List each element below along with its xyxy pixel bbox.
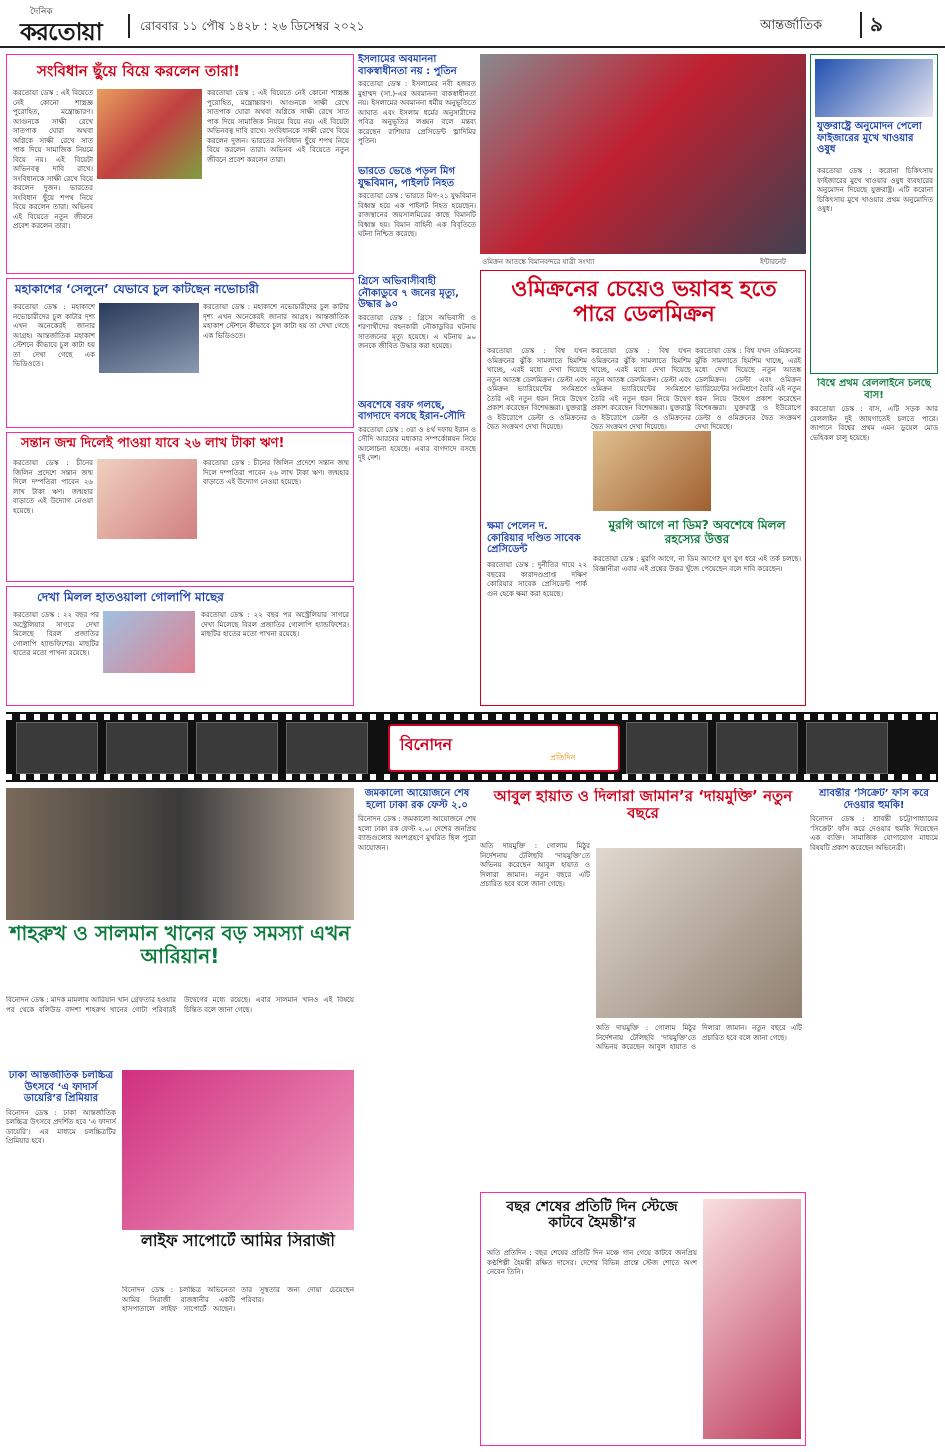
article-body: অতি প্রতিদিন : বছর শেষের প্রতিটি দিন মঞ্চে গান গেয়ে কাটবে জনপ্রিয় কণ্ঠশিল্পী হৈমন্তী রক্ষিত দাসের। দেশের বিভিন্ন প্রান্তে স্টেজ শোতে অংশ নেবেন তিনি। <box>487 1249 697 1276</box>
article-body: করতোয়া ডেস্ক : ৩রা ও ৪র্থ দফায় ইরান ও সৌদি আরবের মধ্যকার সম্পর্কোন্নয়ন নিয়ে আলোচনা হয়েছে। এবার বাগদাদে বসছে দুই দেশ। <box>358 425 476 462</box>
entertainment-banner <box>6 712 938 782</box>
article-headline: লাইফ সাপোর্টে আমির সিরাজী <box>141 1232 335 1250</box>
article-headline: অবশেষে বরফ গলছে, বাগদাদে বসছে ইরান-সৌদি <box>358 399 466 422</box>
page-number: ৯ <box>870 12 883 36</box>
article-body-cont: করতোয়া ডেস্ক : এই বিয়েতে নেই কোনো শাস্ত্রজ্ঞ পুরোহিত, মন্ত্রোচ্চারণ। আগুনকে সাক্ষী রেখে সাতপাক ঘোরা অথবা অগ্নিকে সাক্ষী রেখে সাত পাক দিয়ে সামাজিক নিয়মে বিয়ে নয়। এই বিয়েটা অভিনবত্ব দাবি রাখে। সংবিধানকে সাক্ষী রেখে বিয়ে করলেন দুজন। ভারতের সংবিধান ছুঁয়ে শপথ নিয়ে বিয়ে করলেন তারা। অভিনব এই বিয়েতে নতুন জীবনে প্রবেশ করলেন তারা। <box>207 89 349 164</box>
fish-photo <box>103 611 195 673</box>
article-body: বিনোদন ডেস্ক : মাদক মামলায় আরিয়ান খান গ্রেফতার হওয়ার পর থেকে বলিউড বাদশা শাহরুখ খানের গোটা পরিবারই উদ্বেগের মধ্যে রয়েছে। এবার সালমান খানও এই বিষয়ে চিন্তিত বলে জানা গেছে। <box>6 996 354 1014</box>
article-body-cont: করতোয়া ডেস্ক : চীনের জিলিন প্রদেশে সন্তান জন্ম দিলে দম্পতিরা পাবেন ২৬ লাখ টাকা ঋণ। জন্মহার বাড়াতে এই উদ্যোগ নেওয়া হয়েছে। <box>203 459 349 486</box>
article-headline: বিশ্বে প্রথম রেললাইনে চলছে বাস! <box>817 378 931 401</box>
article-body-cont: করতোয়া ডেস্ক : মহাকাশে নভোচারীদের চুল কাটার দৃশ্য এখন অনেকেরই জানার আগ্রহ। আন্তর্জাতিক মহাকাশ স্টেশনে কীভাবে চুল কাটা হয় তা দেখা গেছে এক ভিডিওতে। <box>203 303 349 340</box>
pfizer-pill-photo <box>815 59 933 117</box>
film-frame <box>196 722 278 774</box>
space-station-photo <box>99 303 199 373</box>
article-body: করতোয়া ডেস্ক : বাস, এটি সড়ক আর রেললাইন দুই জায়গাতেই চলতে পারে। জাপানে বিশ্বের প্রথম এমন ডুয়েল মোড ভেহিকল চালু হয়েছে। <box>810 405 938 442</box>
article-rock-fest <box>358 788 476 1446</box>
article-body: করতোয়া ডেস্ক : ইসলামের নবী হজরত মুহাম্মদ (সা.)-এর অবমাননা বাকস্বাধীনতা নয়। ইসলামের অবমাননা ধর্মীয় অনুভূতিতে আঘাত এবং ইসলাম ধর্মের অনুসারীদের পবিত্র অনুভূতির লঙ্ঘন বলে মন্তব্য করেছেন রাশিয়ার প্রেসিডেন্ট ভ্লাদিমির পুতিন। <box>358 80 476 145</box>
article-headline: মহাকাশের ‘সেলুনে’ যেভাবে চুল কাটছেন নভোচারী <box>15 282 259 296</box>
photo-credit: ইন্টারনেট <box>760 258 786 266</box>
film-frame <box>716 722 798 774</box>
srk-headline-box <box>6 922 354 992</box>
banner-sub: প্রতিদিন <box>550 753 576 762</box>
article-rail-bus <box>810 378 938 706</box>
article-headline: মুরগি আগে না ডিম? অবশেষে মিলল রহস্যের উত্তর <box>608 518 786 546</box>
article-astronaut <box>6 278 354 428</box>
article-headline: ইসলামের অবমাননা বাকস্বাধীনতা নয় : পুতিন <box>358 54 457 77</box>
paper-logo: করতোয়া <box>20 18 102 46</box>
article-hoimonti <box>480 1192 806 1446</box>
article-body: বিনোদন ডেস্ক : শ্রাবন্তী চট্টোপাধ্যায়ের ‘সিক্রেট’ ফাঁস করে দেওয়ার হুমকি দিয়েছেন এক ব্যক্তি। সামাজিক যোগাযোগ মাধ্যমে বিষয়টি প্রকাশ করেছেন অভিনেত্রী। <box>810 815 938 852</box>
article-omicron <box>480 270 806 706</box>
article-headline: যুক্তরাষ্ট্রে অনুমোদন পেলো ফাইজারের মুখে খাওয়ার ওষুধ <box>817 121 922 155</box>
airport-photo <box>480 54 806 254</box>
masthead <box>0 0 945 48</box>
section-name: আন্তর্জাতিক <box>760 18 823 33</box>
article-headline: দেখা মিলল হাতওয়ালা গোলাপি মাছের <box>37 590 224 604</box>
paper-kicker: দৈনিক <box>30 7 53 17</box>
article-body: করতোয়া ডেস্ক : করোনা চিকিৎসায় ফাইজারের মুখে খাওয়ার ওষুধ ব্যবহারের অনুমোদন দিয়েছে যুক্তরাষ্ট্র। এটি করোনা চিকিৎসায় মুখে খাওয়ার প্রথম অনুমোদিত ওষুধ। <box>817 167 933 213</box>
srk-salman-photo <box>6 788 354 920</box>
banner-title: বিনোদন <box>400 735 453 754</box>
amir-siraji-photo <box>122 1070 354 1230</box>
wedding-photo <box>97 89 202 179</box>
children-photo <box>97 459 197 539</box>
article-body: করতোয়া ডেস্ক : দুর্নীতির দায়ে ২২ বছরের কারাদণ্ডপ্রাপ্ত দক্ষিণ কোরিয়ার সাবেক প্রেসিডেন্ট পার্ক গুন হেকে ক্ষমা করা হয়েছে। <box>487 561 587 598</box>
article-body: করতোয়া ডেস্ক : এই বিয়েতে নেই কোনো শাস্ত্রজ্ঞ পুরোহিত, মন্ত্রোচ্চারণ। আগুনকে সাক্ষী রেখে সাতপাক ঘোরা অথবা অগ্নিকে সাক্ষী রেখে সাত পাক দিয়ে সামাজিক নিয়মে বিয়ে নয়। এই বিয়েটা অভিনবত্ব দাবি রাখে। সংবিধানকে সাক্ষী রেখে বিয়ে করলেন দুজন। ভারতের সংবিধান ছুঁয়ে শপথ নিয়ে বিয়ে করলেন তারা। অভিনব এই বিয়েতে নতুন জীবনে প্রবেশ করলেন তারা। <box>13 89 93 230</box>
article-pfizer <box>810 54 938 374</box>
article-body: বিনোদন ডেস্ক : চলচ্চিত্র অভিনেতা আমির সিরাজী রাজধানীর একটি হাসপাতালে লাইফ সাপোর্টে আছেন। তার সুস্থতার জন্য দোয়া চেয়েছেন পরিবার। <box>122 1286 354 1313</box>
article-body: করতোয়া ডেস্ক : গ্রিসে অভিবাসী ও শরণার্থীদের বহনকারী নৌকাডুবির ঘটনায় সাতজনের মৃত্যু হয়েছে। এ ঘটনায় ৯০ জনকে জীবিত উদ্ধার করা হয়েছে। <box>358 313 476 350</box>
amir-headline-box <box>122 1232 354 1282</box>
banner-title-box <box>388 724 620 772</box>
film-frame <box>16 722 98 774</box>
article-headline: ওমিক্রনের চেয়েও ভয়াবহ হতে পারে ডেলমিক্রন <box>511 277 777 328</box>
article-body: অতি দায়মুক্তি : গোলাম মিঠুর নির্দেশনায় টেলিছবি ‘দায়মুক্তি’তে অভিনয় করেছেন আবুল হায়াত ও দিলারা জামান। নতুন বছরে এটি প্রচারিত হবে বলে জানা গেছে। <box>480 842 590 888</box>
article-headline: শাহরুখ ও সালমান খানের বড় সমস্যা এখন আরিয়ান! <box>9 922 351 968</box>
article-body-cont: করতোয়া ডেস্ক : বিশ্ব যখন ওমিক্রনের ঝুঁকি সামলাতে হিমশিম খাচ্ছে, এরই মধ্যে দেখা দিয়েছে নতুন আতঙ্ক ডেলমিক্রন। ডেল্টা এবং ওমিক্রন ভ্যারিয়েন্টের সংমিশ্রণে তৈরি এই নতুন ধরন নিয়ে উদ্বেগ প্রকাশ করেছেন বিশেষজ্ঞরা। যুক্তরাষ্ট্র ও ইউরোপে ডেল্টা ও ওমিক্রনের দ্বৈত সংক্রমণ দেখা দিয়েছে। <box>591 347 692 431</box>
film-holes <box>6 714 938 720</box>
article-headline: শ্রাবন্তীর ‘সিক্রেট’ ফাঁস করে দেওয়ার হুমকি! <box>819 788 929 811</box>
article-baby-loan <box>6 432 354 582</box>
article-body: বিনোদন ডেস্ক : জমকালো আয়োজনে শেষ হলো ঢাকা রক ফেস্ট ২.০। দেশের জনপ্রিয় ব্যান্ডগুলোর অংশগ্রহণে মুখরিত ছিল পুরো আয়োজন। <box>358 815 476 852</box>
article-body-cont: করতোয়া ডেস্ক : ২২ বছর পর অস্ট্রেলিয়ার সাগরে দেখা মিলেছে বিরল প্রজাতির গোলাপি হ্যান্ডফিশের। মাছটির হাতের মতো পাখনা রয়েছে। <box>201 611 349 638</box>
article-wedding <box>6 54 354 274</box>
article-body-cont: করতোয়া ডেস্ক : বিশ্ব যখন ওমিক্রনের ঝুঁকি সামলাতে হিমশিম খাচ্ছে, এরই মধ্যে দেখা দিয়েছে নতুন আতঙ্ক ডেলমিক্রন। ডেল্টা এবং ওমিক্রন ভ্যারিয়েন্টের সংমিশ্রণে তৈরি এই নতুন ধরন নিয়ে উদ্বেগ প্রকাশ করেছেন বিশেষজ্ঞরা। যুক্তরাষ্ট্র ও ইউরোপে ডেল্টা ও ওমিক্রনের দ্বৈত সংক্রমণ দেখা দিয়েছে। <box>695 347 801 431</box>
article-body: করতোয়া ডেস্ক : চীনের জিলিন প্রদেশে সন্তান জন্ম দিলে দম্পতিরা পাবেন ২৬ লাখ টাকা ঋণ। জন্মহার বাড়াতে এই উদ্যোগ নেওয়া হয়েছে। <box>13 459 93 515</box>
article-dayamukti <box>480 788 806 1188</box>
article-headline: আবুল হায়াত ও দিলারা জামান’র ‘দায়মুক্তি’ নতুন বছরে <box>493 788 793 823</box>
article-body: করতোয়া ডেস্ক : ভারতে মিগ-২১ যুদ্ধবিমান বিধ্বস্ত হয়ে এক পাইলট নিহত হয়েছেন। রাজস্থানের জয়সালমিরের কাছে বিমানটি বিধ্বস্ত হয়। বিমান বাহিনী এক বিবৃতিতে ঘটনা নিশ্চিত করেছে। <box>358 192 476 238</box>
article-fathers-diary <box>6 1070 116 1446</box>
article-headline: জমকালো আয়োজনে শেষ হলো ঢাকা রক ফেস্ট ২.০ <box>364 788 470 811</box>
article-body: করতোয়া ডেস্ক : বিশ্ব যখন ওমিক্রনের ঝুঁকি সামলাতে হিমশিম খাচ্ছে, এরই মধ্যে দেখা দিয়েছে নতুন আতঙ্ক ডেলমিক্রন। ডেল্টা এবং ওমিক্রন ভ্যারিয়েন্টের সংমিশ্রণে তৈরি এই নতুন ধরন নিয়ে উদ্বেগ প্রকাশ করেছেন বিশেষজ্ঞরা। যুক্তরাষ্ট্র ও ইউরোপে ডেল্টা ও ওমিক্রনের দ্বৈত সংক্রমণ দেখা দিয়েছে। <box>487 347 588 431</box>
article-headline: সংবিধান ছুঁয়ে বিয়ে করলেন তারা! <box>37 62 241 80</box>
film-frame <box>286 722 368 774</box>
article-headline: বছর শেষের প্রতিটি দিন স্টেজে কাটবে হৈমন্তী’র <box>506 1199 678 1232</box>
photo-caption: ওমিক্রন আতঙ্কে বিমানবন্দরে যাত্রী সংখ্যা <box>482 258 595 266</box>
film-frame <box>626 722 708 774</box>
article-headline: ভারতে ভেঙে পড়ল মিগ যুদ্ধবিমান, পাইলট নিহত <box>358 166 456 189</box>
divider <box>128 14 130 38</box>
dateline: রোববার ১১ পৌষ ১৪২৮ : ২৬ ডিসেম্বর ২০২১ <box>140 19 365 33</box>
article-fish <box>6 586 354 706</box>
article-body: বিনোদন ডেস্ক : ঢাকা আন্তর্জাতিক চলচ্চিত্র উৎসবে প্রদর্শিত হবে ‘এ ফাদার্স ডায়েরি’। এর মাধ্যমে চলচ্চিত্রটির প্রিমিয়ার হবে। <box>6 1108 116 1145</box>
film-holes <box>6 774 938 780</box>
article-headline: গ্রিসে অভিবাসীবাহী নৌকাডুবে ৭ জনের মৃত্যু, উদ্ধার ৯০ <box>358 276 459 310</box>
article-headline: ক্ষমা পেলেন দ. কোরিয়ার দণ্ডিত সাবেক প্রেসিডেন্ট <box>487 521 581 555</box>
film-frame <box>106 722 188 774</box>
abul-dilara-photo <box>596 848 802 1018</box>
article-body: করতোয়া ডেস্ক : ২২ বছর পর অস্ট্রেলিয়ার সাগরে দেখা মিলেছে বিরল প্রজাতির গোলাপি হ্যান্ডফিশের। মাছটির হাতের মতো পাখনা রয়েছে। <box>13 611 99 657</box>
hen-eggs-photo <box>593 431 711 511</box>
middle-column <box>358 54 476 706</box>
article-srabanti <box>810 788 938 1446</box>
article-body: করতোয়া ডেস্ক : মুরগি আগে, না ডিম আগে? যুগ যুগ ধরে এই তর্ক চলছে। বিজ্ঞানীরা এবার এই প্রশ্নের উত্তর খুঁজে পেয়েছেন বলে দাবি করেছেন। <box>593 555 801 573</box>
hoimonti-photo <box>703 1199 801 1439</box>
film-frame <box>806 722 888 774</box>
article-headline: ঢাকা আন্তর্জাতিক চলচ্চিত্র উৎসবে ‘এ ফাদার্স ডায়েরি’র প্রিমিয়ার <box>8 1070 114 1104</box>
divider <box>860 12 862 38</box>
article-body: করতোয়া ডেস্ক : মহাকাশে নভোচারীদের চুল কাটার দৃশ্য এখন অনেকেরই জানার আগ্রহ। আন্তর্জাতিক মহাকাশ স্টেশনে কীভাবে চুল কাটা হয় তা দেখা গেছে এক ভিডিওতে। <box>13 303 95 368</box>
article-headline: সন্তান জন্ম দিলেই পাওয়া যাবে ২৬ লাখ টাকা ঋণ! <box>21 436 285 451</box>
article-body-cont: অতি দায়মুক্তি : গোলাম মিঠুর নির্দেশনায় টেলিছবি ‘দায়মুক্তি’তে অভিনয় করেছেন আবুল হায়াত ও দিলারা জামান। নতুন বছরে এটি প্রচারিত হবে বলে জানা গেছে। <box>596 1024 802 1051</box>
